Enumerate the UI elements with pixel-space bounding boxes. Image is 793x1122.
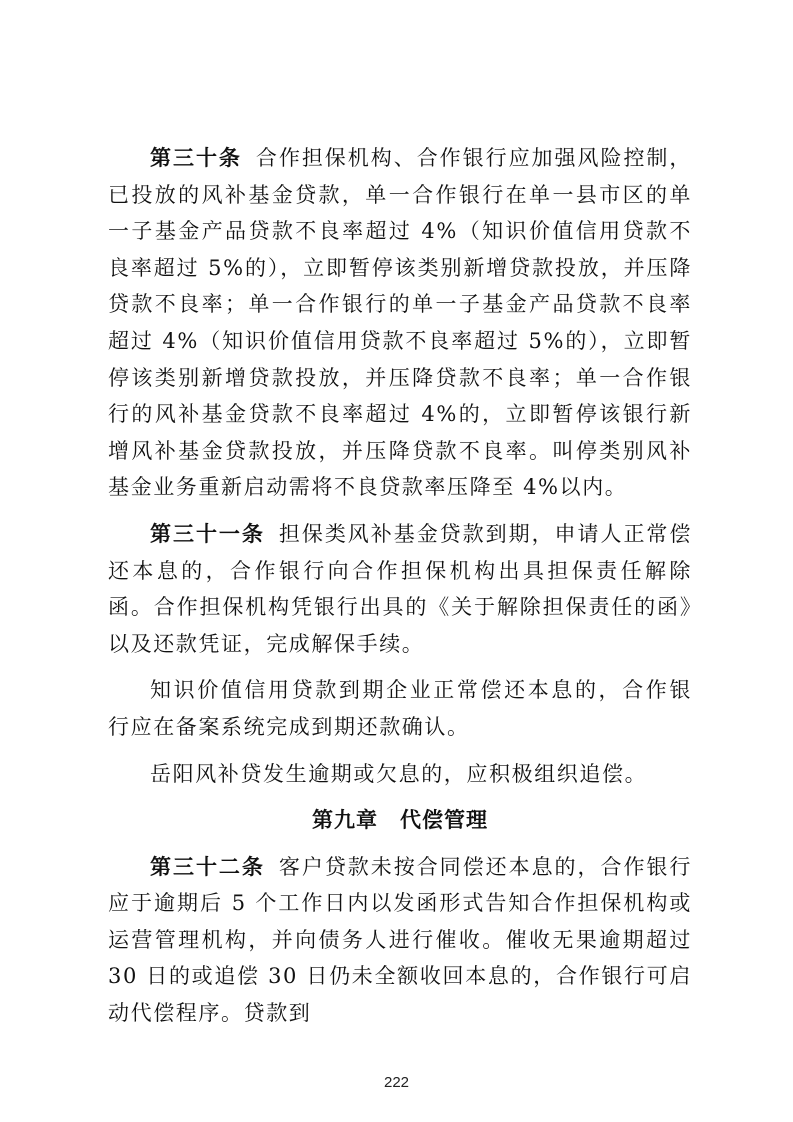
article-32-label: 第三十二条 [150, 854, 265, 879]
yueyang-loan-paragraph: 岳阳风补贷发生逾期或欠息的，应积极组织追偿。 [150, 761, 648, 786]
article-30-label: 第三十条 [150, 146, 242, 170]
page-number: 222 [383, 1074, 410, 1091]
knowledge-loan-paragraph: 知识价值信用贷款到期企业正常偿还本息的，合作银行应在备案系统完成到期还款确认。 [108, 678, 692, 739]
article-31-label: 第三十一条 [150, 521, 265, 546]
chapter-9-heading: 第九章 代偿管理 [312, 808, 488, 833]
article-32-text: 客户贷款未按合同偿还本息的，合作银行应于逾期后 5 个工作日内以发函形式告知合作担保机构或运营管理机构，并向债务人进行催收。催收无果逾期超过 30 日的或追偿 30 日仍未全额收回本息的，合作银行可启动代偿程序。贷款到 [108, 854, 692, 1026]
page-body [108, 140, 692, 1032]
article-31-paragraph [108, 516, 692, 662]
article-32-paragraph [108, 849, 692, 1032]
article-31-text: 担保类风补基金贷款到期，申请人正常偿还本息的，合作银行向合作担保机构出具担保责任解除函。合作担保机构凭银行出具的《关于解除担保责任的函》以及还款凭证，完成解保手续。 [108, 521, 692, 656]
article-30-text: 合作担保机构、合作银行应加强风险控制，已投放的风补基金贷款，单一合作银行在单一县市区的单一子基金产品贷款不良率超过 4%（知识价值信用贷款不良率超过 5%的），立即暂停该类别新增贷款投放，并压降贷款不良率；单一合作银行的单一子基金产品贷款不良率超过 4%（知识价值信用贷款不良率超过 5%的），立即暂停该类别新增贷款投放，并压降贷款不良率；单一合作银行的风补基金贷款不良率超过 4%的，立即暂停该银行新增风补基金贷款投放，并压降贷款不良率。叫停类别风补基金业务重新启动需将不良贷款率压降至 4%以内。 [108, 146, 692, 500]
article-30-paragraph [108, 140, 692, 506]
